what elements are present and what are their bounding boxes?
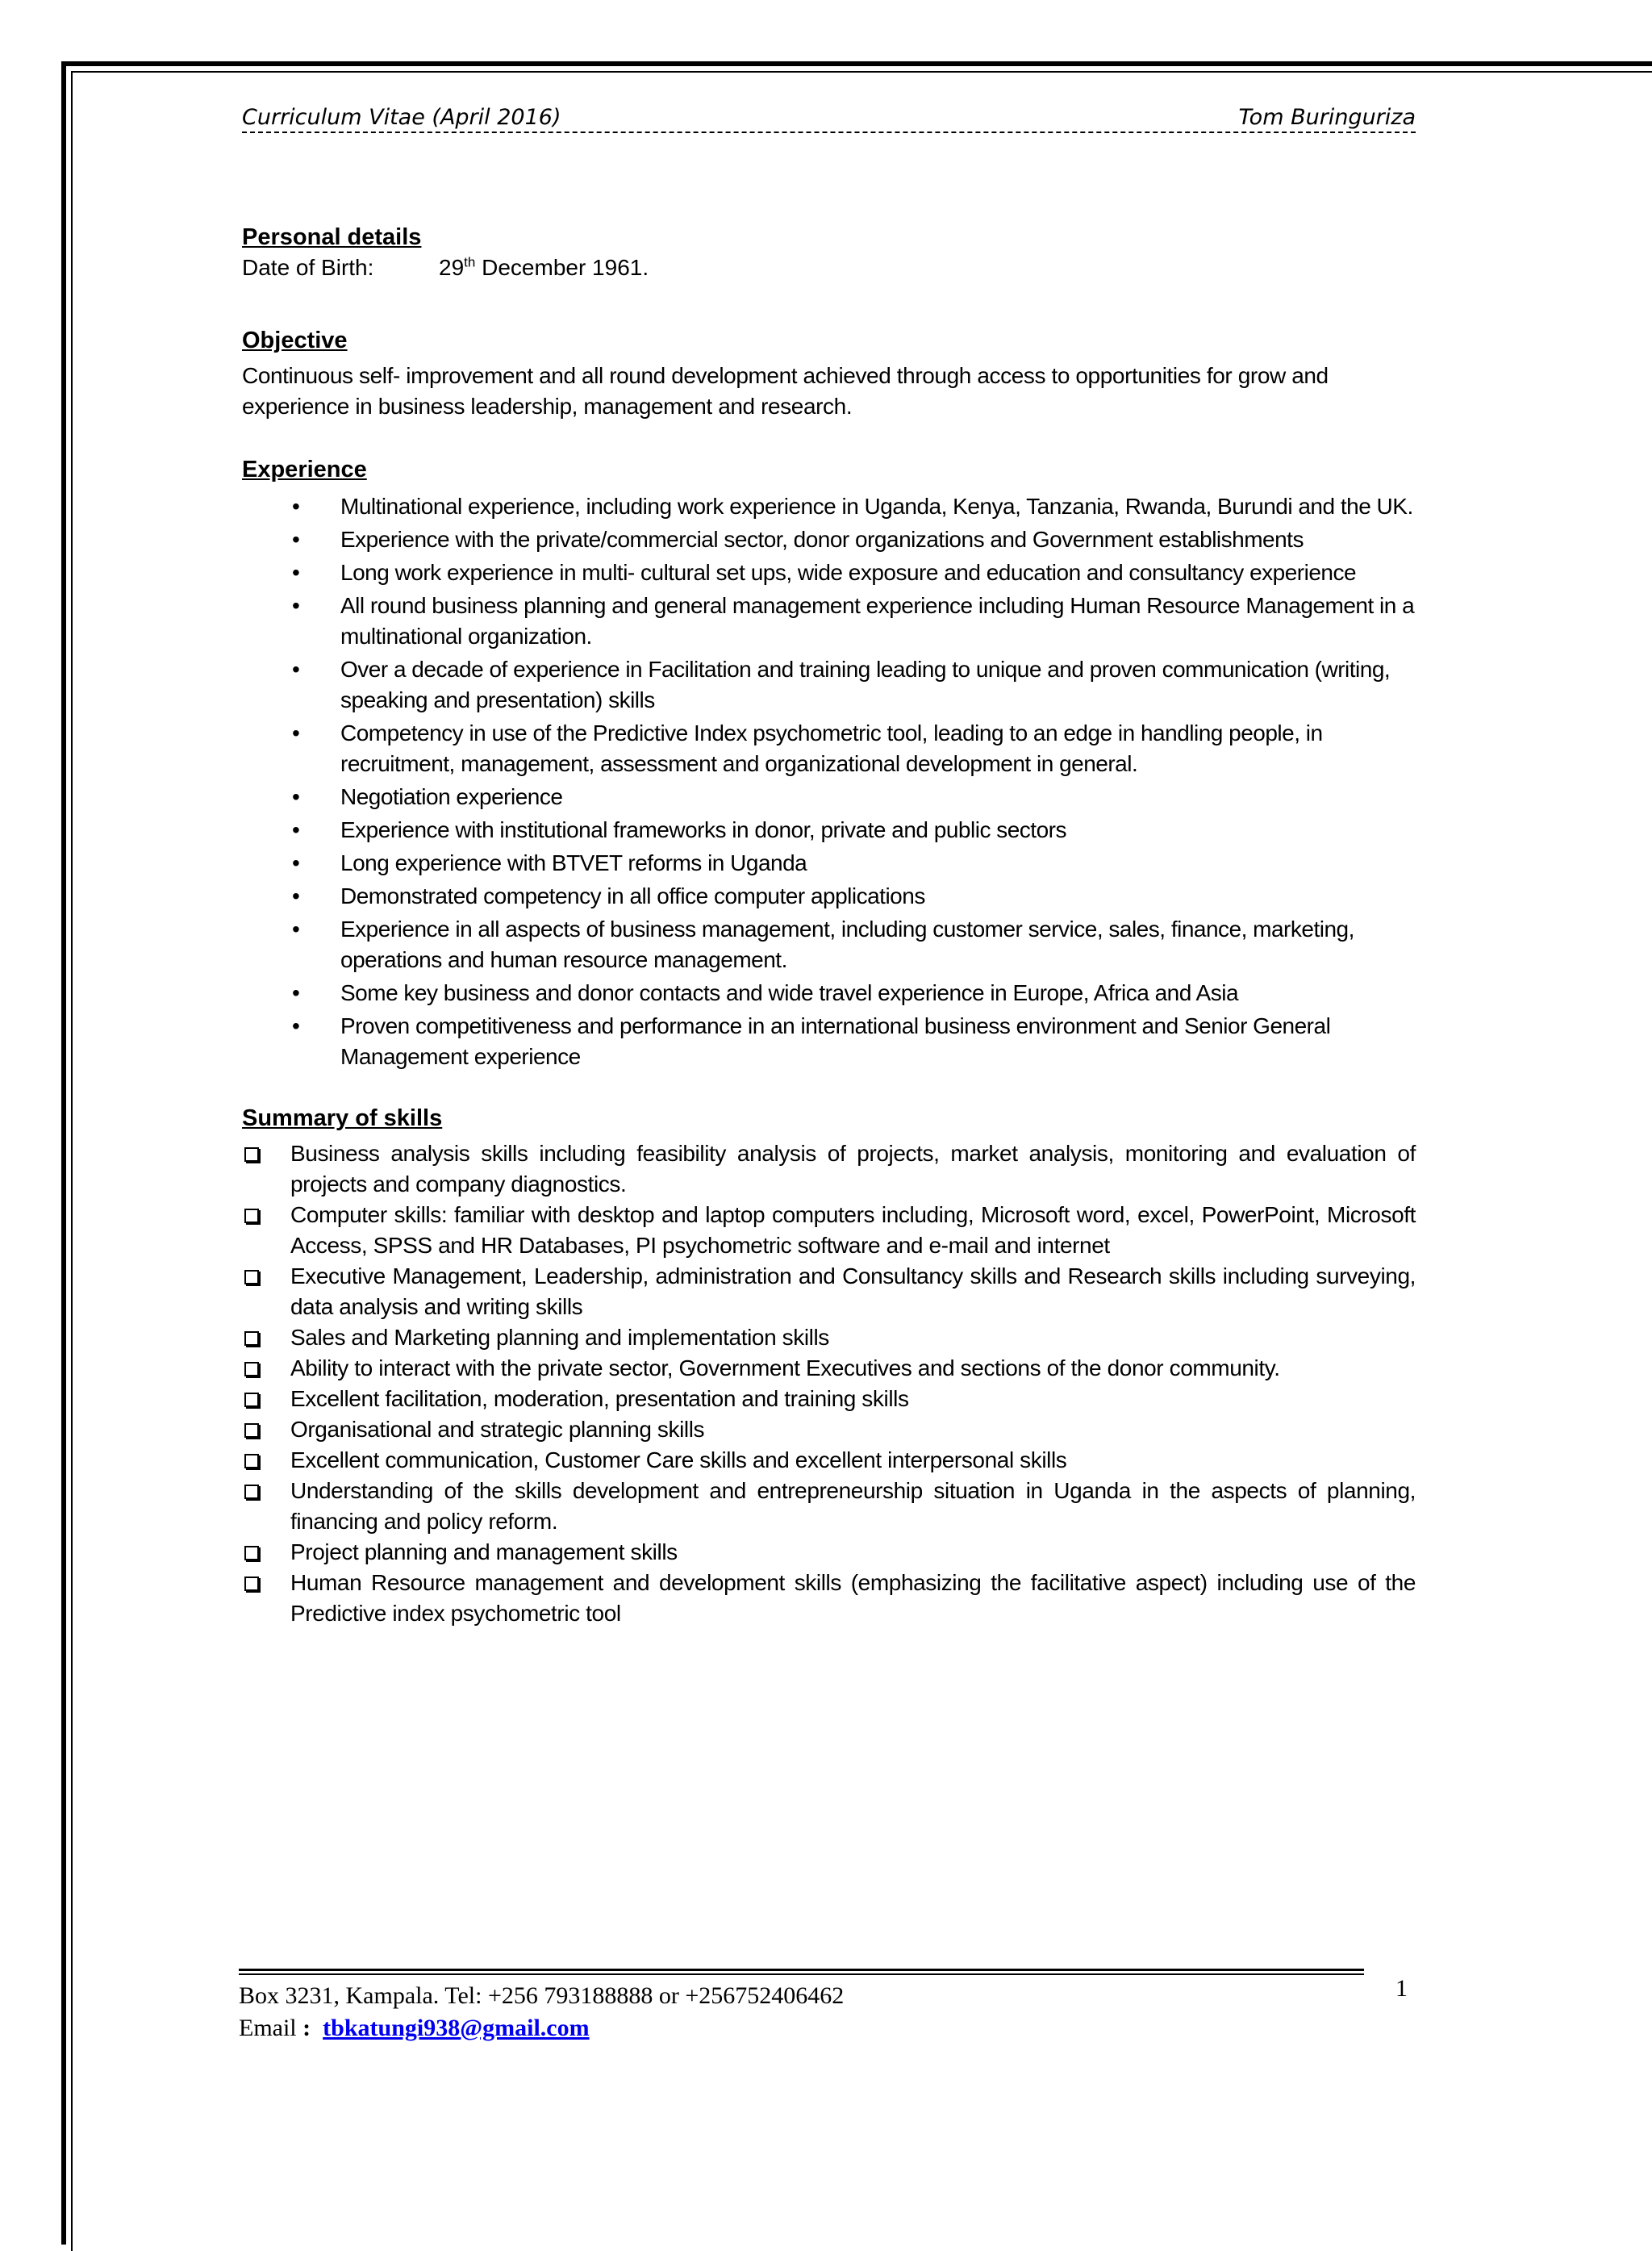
skill-item-text: Computer skills: familiar with desktop and laptop computers including, Microsoft word, excel, PowerPoint, Microsoft Access, SPSS and HR Databases, PI psychometric software and e-mail and internet	[290, 1202, 1416, 1258]
checkbox-bullet-icon	[244, 1209, 259, 1223]
experience-item-text: Multinational experience, including work experience in Uganda, Kenya, Tanzania, Rwanda, Burundi and the UK.	[340, 494, 1413, 519]
skill-item-text: Understanding of the skills development and entrepreneurship situation in Uganda in the aspects of planning, financing and policy reform.	[290, 1478, 1416, 1534]
experience-item	[242, 591, 1416, 652]
experience-item-text: All round business planning and general management experience including Human Resource Management in a multinational organization.	[340, 593, 1415, 649]
footer-email-row	[239, 2012, 1368, 2044]
checkbox-bullet-icon	[244, 1331, 259, 1346]
bullet-icon: •	[292, 1013, 300, 1038]
checkbox-bullet-icon	[244, 1393, 259, 1407]
experience-item-text: Experience with the private/commercial sector, donor organizations and Government establishments	[340, 527, 1304, 552]
experience-item	[242, 815, 1416, 846]
dob-label: Date of Birth:	[242, 255, 374, 280]
skill-item	[242, 1476, 1416, 1537]
bullet-icon: •	[292, 850, 300, 875]
checkbox-bullet-icon	[244, 1362, 259, 1376]
experience-item-text: Proven competitiveness and performance in an international business environment and Senior General Management experience	[340, 1013, 1331, 1069]
skill-item	[242, 1384, 1416, 1414]
dob-day: 29	[439, 255, 465, 280]
skill-item	[242, 1138, 1416, 1200]
section-skills	[242, 1103, 1416, 1629]
email-link[interactable]: tbkatungi938@gmail.com	[323, 2015, 590, 2041]
bullet-icon: •	[292, 817, 300, 842]
experience-list	[242, 491, 1416, 1072]
bullet-icon: •	[292, 720, 300, 745]
skill-item-text: Excellent communication, Customer Care skills and excellent interpersonal skills	[290, 1447, 1067, 1472]
experience-item	[242, 978, 1416, 1009]
experience-item	[242, 491, 1416, 522]
checkbox-bullet-icon	[244, 1546, 259, 1560]
skill-item-text: Business analysis skills including feasibility analysis of projects, market analysis, monitoring and evaluation of projects and company diagnostics.	[290, 1141, 1416, 1196]
dob-suffix: th	[464, 254, 476, 270]
bullet-icon: •	[292, 560, 300, 585]
experience-item-text: Experience in all aspects of business management, including customer service, sales, finance, marketing, operations and human resource management.	[340, 917, 1354, 972]
dob-rest: December 1961.	[475, 255, 649, 280]
experience-item-text: Long work experience in multi- cultural set ups, wide exposure and education and consultancy experience	[340, 560, 1357, 585]
experience-item	[242, 524, 1416, 555]
skill-item	[242, 1414, 1416, 1445]
section-title-skills: Summary of skills	[242, 1105, 443, 1131]
header-author: Tom Buringuriza	[1238, 105, 1416, 130]
experience-item	[242, 718, 1416, 779]
experience-item	[242, 558, 1416, 588]
experience-item-text: Some key business and donor contacts and wide travel experience in Europe, Africa and Asia	[340, 980, 1239, 1005]
skill-item	[242, 1537, 1416, 1568]
bullet-icon: •	[292, 784, 300, 809]
experience-item	[242, 1011, 1416, 1072]
skill-item-text: Executive Management, Leadership, administration and Consultancy skills and Research skills including surveying, data analysis and writing skills	[290, 1263, 1416, 1319]
skill-item	[242, 1445, 1416, 1476]
skill-item-text: Excellent facilitation, moderation, presentation and training skills	[290, 1386, 909, 1411]
skill-item-text: Sales and Marketing planning and implementation skills	[290, 1325, 829, 1350]
bullet-icon: •	[292, 883, 300, 908]
section-personal-details	[242, 222, 1416, 283]
checkbox-bullet-icon	[244, 1270, 259, 1284]
header-title: Curriculum Vitae (April 2016)	[242, 105, 561, 130]
skills-list	[242, 1138, 1416, 1629]
experience-item-text: Over a decade of experience in Facilitation and training leading to unique and proven communication (writing, speaking and presentation) skills	[340, 657, 1391, 712]
bullet-icon: •	[292, 980, 300, 1005]
running-header	[242, 105, 1416, 133]
skill-item	[242, 1200, 1416, 1261]
experience-item-text: Experience with institutional frameworks in donor, private and public sectors	[340, 817, 1066, 842]
bullet-icon: •	[292, 657, 300, 682]
skill-item	[242, 1322, 1416, 1353]
skill-item-text: Ability to interact with the private sector, Government Executives and sections of the donor community.	[290, 1355, 1280, 1380]
skill-item-text: Project planning and management skills	[290, 1539, 678, 1564]
experience-item	[242, 881, 1416, 912]
skill-item-text: Human Resource management and development skills (emphasizing the facilitative aspect) including use of the Predictive index psychometric tool	[290, 1570, 1416, 1626]
footer-address: Box 3231, Kampala. Tel: +256 793188888 or +256752406462	[239, 1982, 845, 2009]
experience-item	[242, 654, 1416, 716]
checkbox-bullet-icon	[244, 1577, 259, 1591]
experience-item-text: Long experience with BTVET reforms in Uganda	[340, 850, 807, 875]
section-title-personal: Personal details	[242, 224, 422, 250]
experience-item-text: Competency in use of the Predictive Index psychometric tool, leading to an edge in handling people, in recruitment, management, assessment and organizational development in general.	[340, 720, 1323, 776]
page-footer	[239, 1969, 1368, 2044]
bullet-icon: •	[292, 494, 300, 519]
bullet-icon: •	[292, 593, 300, 618]
skill-item	[242, 1353, 1416, 1384]
experience-item-text: Negotiation experience	[340, 784, 563, 809]
email-label: Email	[239, 2015, 303, 2041]
experience-item	[242, 782, 1416, 812]
dob-row	[242, 253, 1416, 283]
checkbox-bullet-icon	[244, 1485, 259, 1499]
checkbox-bullet-icon	[244, 1147, 259, 1162]
dob-value	[439, 253, 649, 283]
experience-item	[242, 848, 1416, 879]
skill-item-text: Organisational and strategic planning skills	[290, 1417, 705, 1442]
bullet-icon: •	[292, 917, 300, 942]
footer-rule	[239, 1969, 1364, 1975]
experience-item	[242, 914, 1416, 975]
section-objective	[242, 325, 1416, 422]
bullet-icon: •	[292, 527, 300, 552]
email-colon: :	[302, 2015, 311, 2041]
objective-text: Continuous self- improvement and all round development achieved through access to opportunities for grow and experience in business leadership, management and research.	[242, 363, 1329, 419]
section-experience	[242, 454, 1416, 1072]
skill-item	[242, 1261, 1416, 1322]
section-title-objective: Objective	[242, 328, 348, 353]
experience-item-text: Demonstrated competency in all office computer applications	[340, 883, 925, 908]
checkbox-bullet-icon	[244, 1454, 259, 1468]
section-title-experience: Experience	[242, 457, 367, 482]
checkbox-bullet-icon	[244, 1423, 259, 1438]
skill-item	[242, 1568, 1416, 1629]
page-number: 1	[1395, 1975, 1408, 2002]
document-body	[242, 105, 1416, 1629]
